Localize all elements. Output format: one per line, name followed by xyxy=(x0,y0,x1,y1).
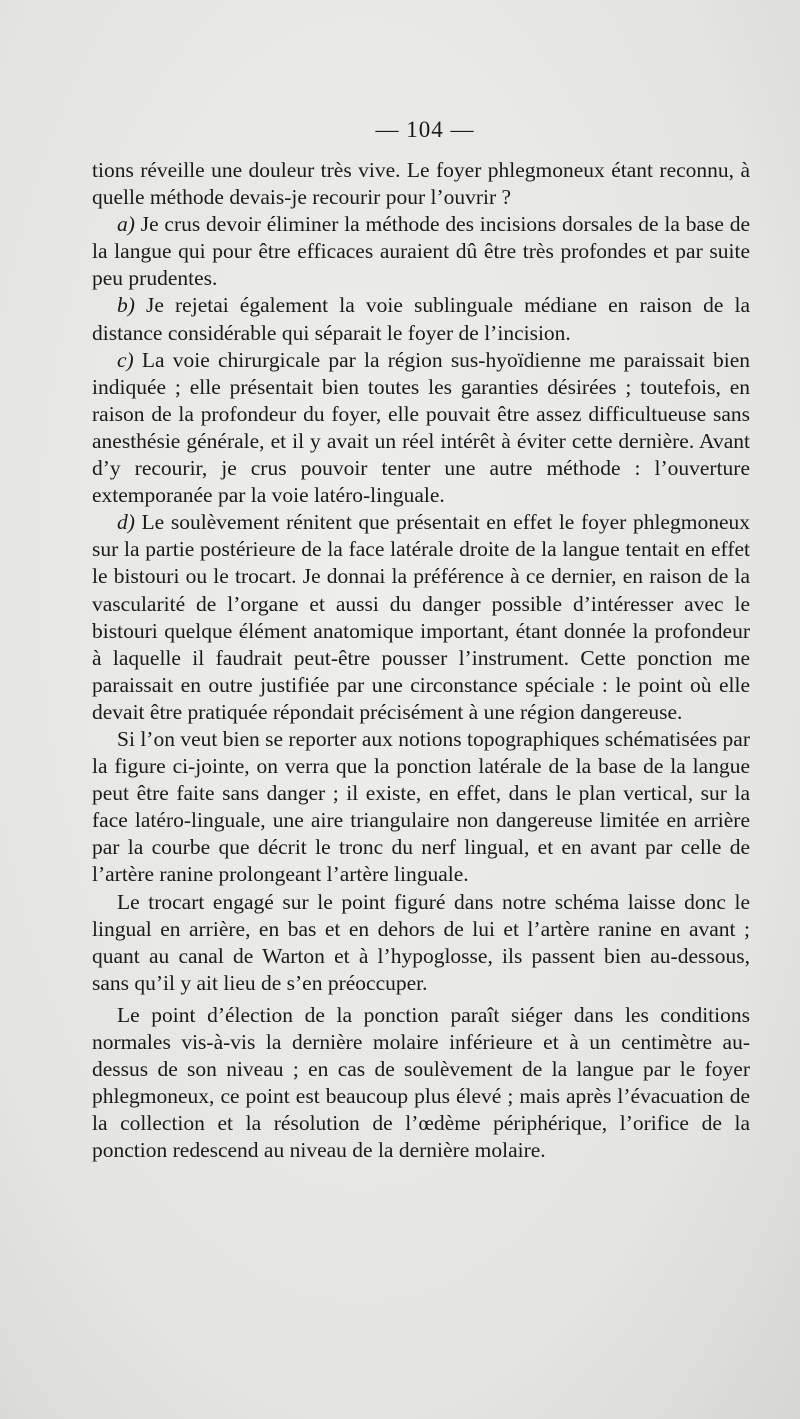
paragraph: Le point d’élection de la ponction paraît siéger dans les conditions normales vis-à-vis la dernière molaire inférieure et à un centimètre au-dessus de son niveau ; en cas de soulèvement de la langue par le foyer phlegmoneux, ce point est beaucoup plus élevé ; mais après l’évacuation de la collection et la résolution de l’œdème périphérique, l’orifice de la ponction redescend au niveau de la dernière molaire. xyxy=(92,1002,750,1163)
paragraph: Si l’on veut bien se reporter aux notions topographiques schématisées par la figure ci-jointe, on verra que la ponction latérale de la base de la langue peut être faite sans danger ; il existe, en effet, dans le plan vertical, sur la face latéro-linguale, une aire triangulaire non dangereuse limitée en arrière par la courbe que décrit le tronc du nerf lingual, et en avant par celle de l’artère ranine prolongeant l’artère linguale. xyxy=(92,726,750,887)
list-label: b) xyxy=(117,293,135,318)
paragraph-c: c) La voie chirurgicale par la région sus-hyoïdienne me paraissait bien indiquée ; elle présentait bien toutes les garanties désirées ; toutefois, en raison de la profondeur du foyer, elle pouvait être assez difficultueuse sans anesthésie générale, et il y avait un réel intérêt à éviter cette dernière. Avant d’y recourir, je crus pouvoir tenter une autre méthode : l’ouverture extemporanée par la voie latéro-linguale. xyxy=(92,347,751,508)
paragraph-b: b) Je rejetai également la voie sublinguale médiane en raison de la distance considérable qui séparait le foyer de l’incision. xyxy=(92,293,750,345)
list-label: d) xyxy=(117,510,135,535)
list-label: c) xyxy=(117,347,134,372)
paragraph-d: d) Le soulèvement rénitent que présentait en effet le foyer phlegmoneux sur la partie postérieure de la face latérale droite de la langue tentait en effet le bistouri ou le trocart. Je donnai la préférence à ce dernier, en raison de la vascularité de l’organe et aussi du danger possible d’intéresser avec le bistouri quelque élément anatomique important, étant donnée la profondeur à laquelle il faudrait peut-être pousser l’instrument. Cette ponction me paraissait en outre justifiée par une circonstance spéciale : le point où elle devait être pratiquée répondait précisément à une région dangereuse. xyxy=(92,510,750,724)
paragraph-a: a) Je crus devoir éliminer la méthode des incisions dorsales de la base de la langue qui pour être efficaces auraient dû être très profondes et par suite peu prudentes. xyxy=(92,212,750,291)
paragraph: tions réveille une douleur très vive. Le foyer phlegmoneux étant reconnu, à quelle méthode devais-je recourir pour l’ouvrir ? xyxy=(92,158,750,210)
body-text xyxy=(92,157,750,1164)
page-number: — 104 — xyxy=(375,117,475,142)
paragraph: Le trocart engagé sur le point figuré dans notre schéma laisse donc le lingual en arrière, en bas et en dehors de lui et l’artère ranine en avant ; quant au canal de Warton et à l’hypoglosse, ils passent bien au-dessous, sans qu’il y ait lieu de s’en préoccuper. xyxy=(92,889,750,995)
list-label: a) xyxy=(117,212,135,237)
